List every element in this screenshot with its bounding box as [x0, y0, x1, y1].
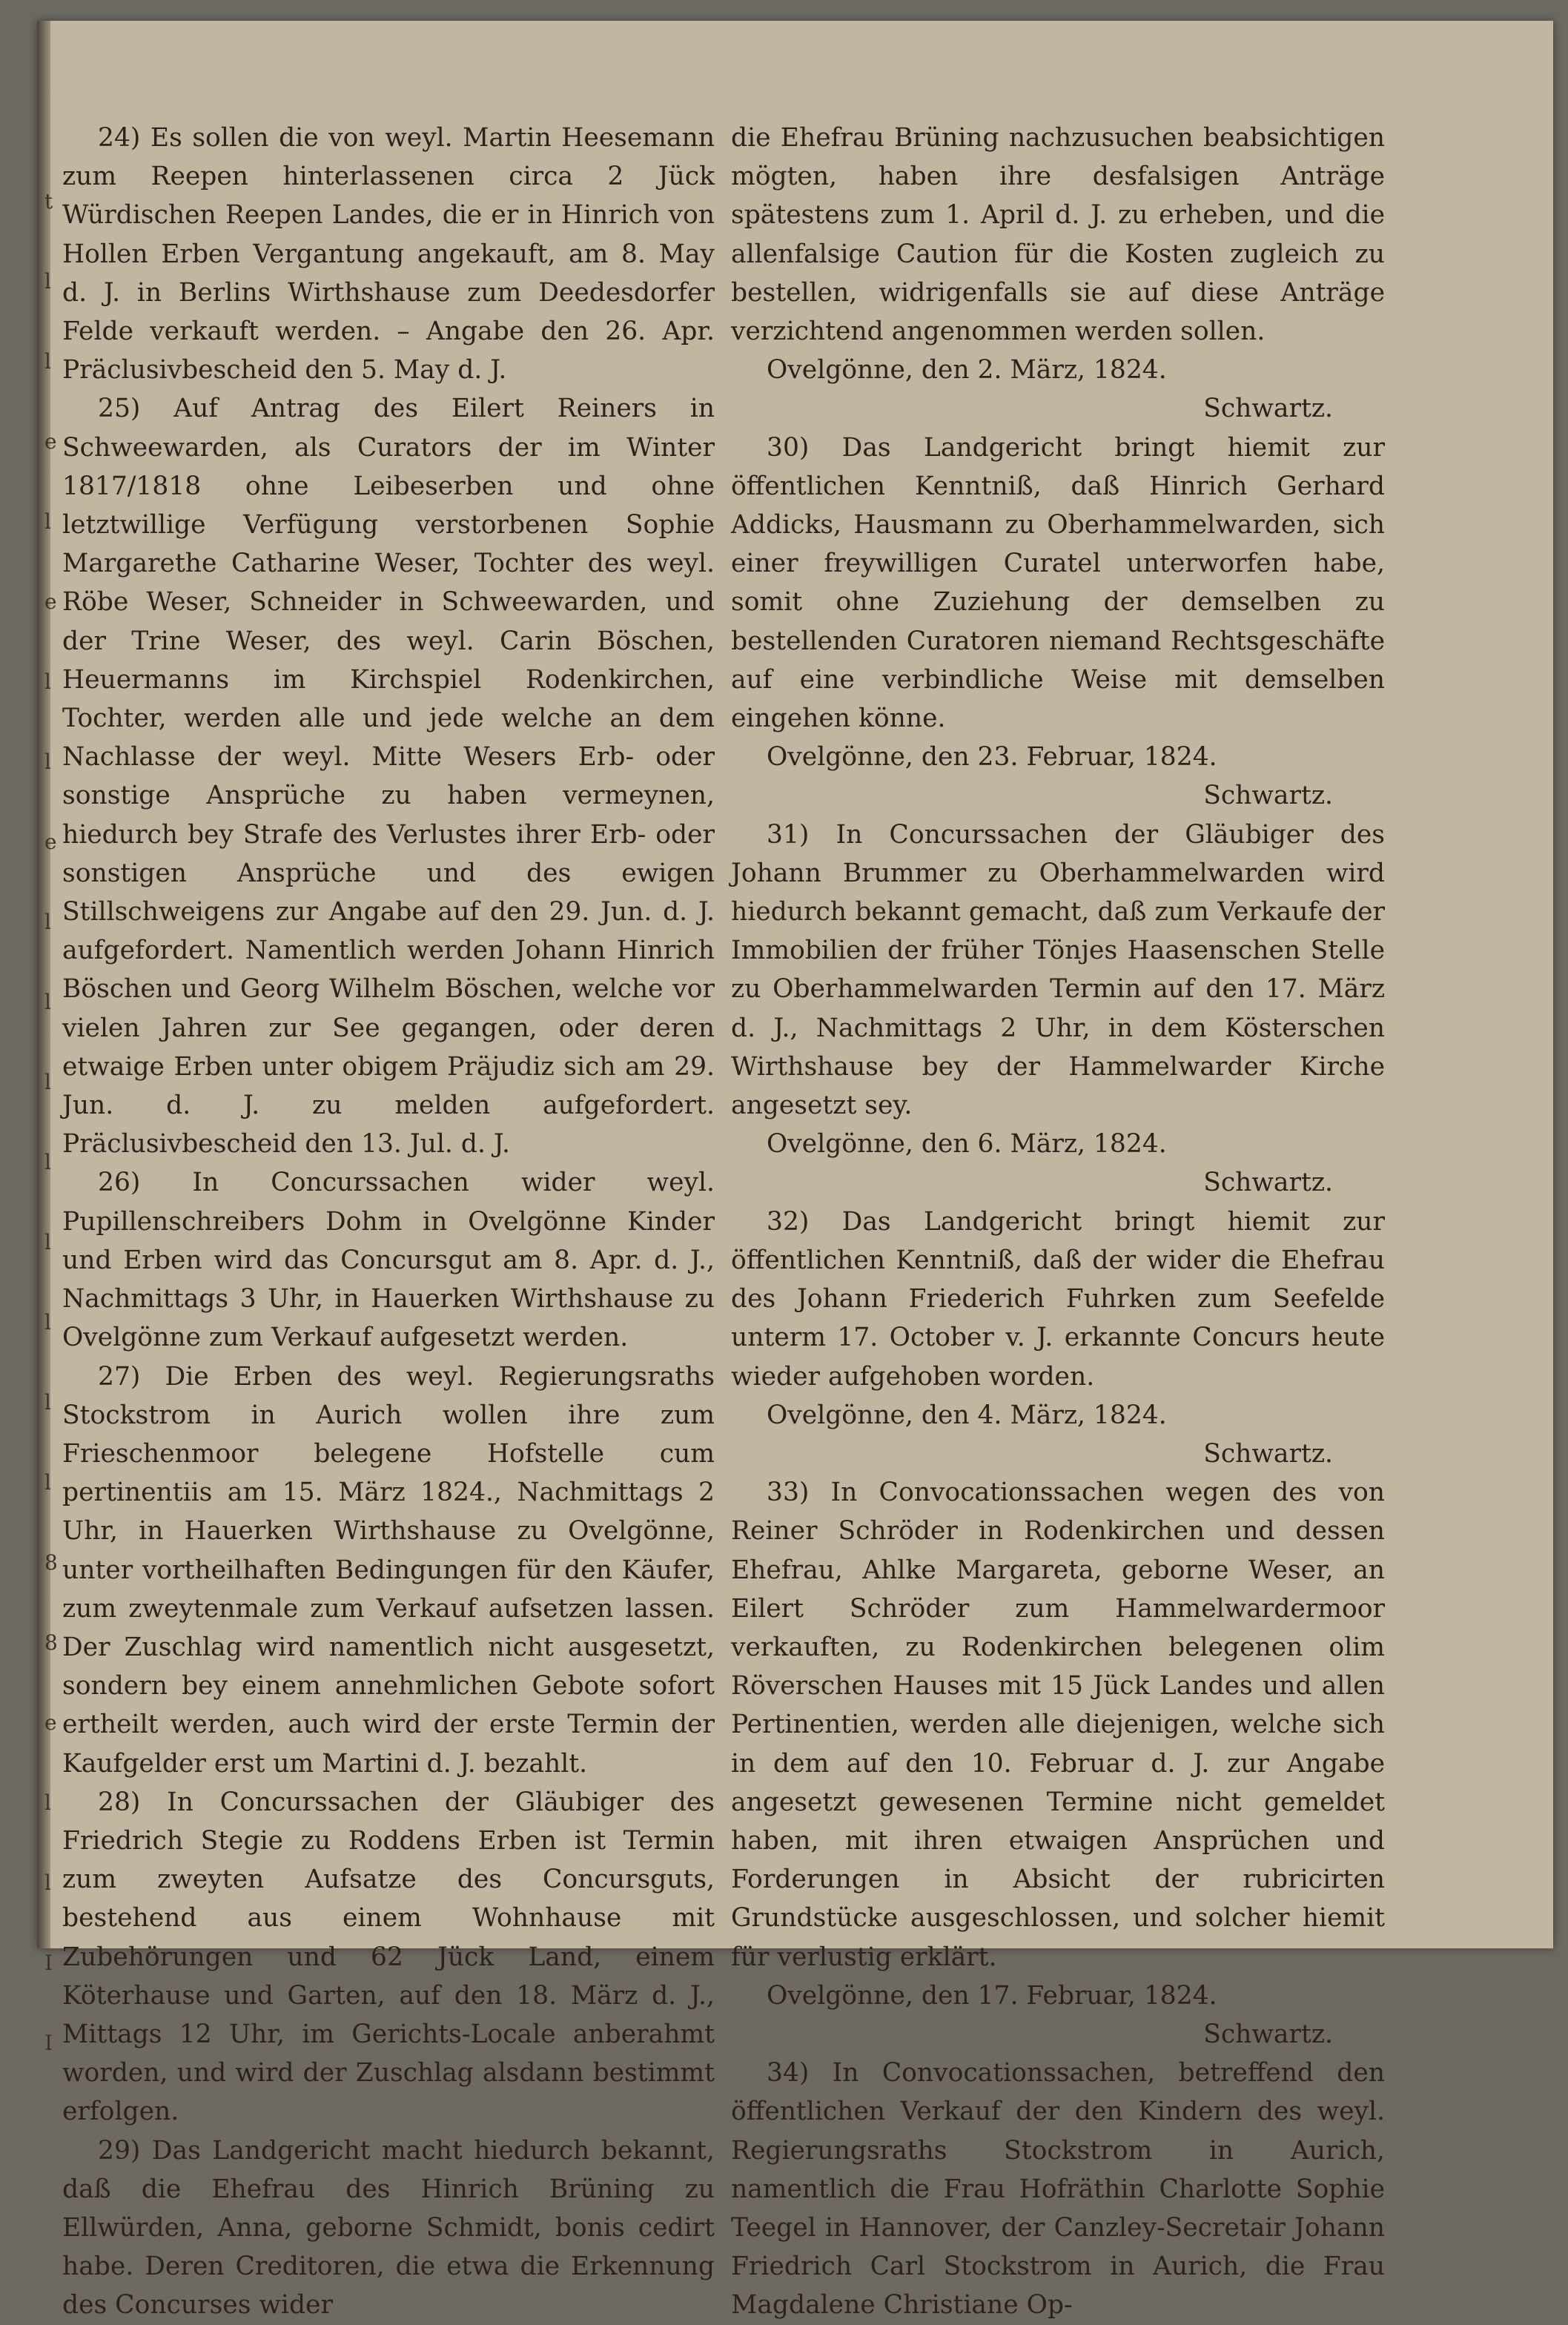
- document-page: [37, 21, 1553, 2321]
- right-dateline: Ovelgönne, den 17. Februar, 1824.: [767, 1980, 1217, 2011]
- right-paragraph: 31) In Concurssachen der Gläubiger des Johann Brummer zu Oberhammelwarden wird hiedurch bekannt gemacht, daß zum Verkaufe der Immobilien der früher Tönjes Haasenschen Stelle zu Oberhammelwarden Termin auf den 17. März d. J., Nachmittags 2 Uhr, in dem Kösterschen Wirthshause bey der Hammelwarder Kirche angesetzt sey.: [731, 819, 1385, 1121]
- right-dateline: Ovelgönne, den 6. März, 1824.: [767, 1129, 1167, 1160]
- edge-mark: e: [44, 589, 57, 614]
- right-paragraph: 30) Das Landgericht bringt hiemit zur öffentlichen Kenntniß, daß Hinrich Gerhard Addicks, Hausmann zu Oberhammelwarden, sich einer freywilligen Curatel unterworfen habe, somit ohne Zuziehung der demselben zu bestellenden Curatoren niemand Rechtsgeschäfte auf eine verbindliche Weise mit demselben eingehen könne.: [731, 432, 1385, 734]
- edge-mark: l: [44, 269, 51, 294]
- edge-mark: l: [44, 750, 51, 774]
- edge-mark: e: [44, 1710, 57, 1735]
- right-signature: Schwartz.: [1203, 781, 1333, 811]
- right-dateline: Ovelgönne, den 2. März, 1824.: [767, 355, 1167, 386]
- right-dateline: Ovelgönne, den 23. Februar, 1824.: [767, 742, 1217, 773]
- edge-mark: I: [44, 2031, 53, 2055]
- edge-mark: l: [44, 1310, 51, 1335]
- right-dateline: Ovelgönne, den 4. März, 1824.: [767, 1400, 1167, 1430]
- edge-mark: l: [44, 349, 51, 374]
- left-paragraph: 28) In Concurssachen der Gläubiger des Friedrich Stegie zu Roddens Erben ist Termin zum zweyten Aufsatze des Concursguts, bestehend aus einem Wohnhause mit Zubehörungen und 62 Jück Land, einem Köterhause und Garten, auf den 18. März d. J., Mittags 12 Uhr, im Gerichts-Locale anberahmt worden, und wird der Zuschlag alsdann bestimmt erfolgen.: [62, 1787, 715, 2127]
- edge-mark: 8: [44, 1630, 58, 1655]
- edge-mark: l: [44, 1230, 51, 1254]
- left-paragraph: 26) In Concurssachen wider weyl. Pupillenschreibers Dohm in Ovelgönne Kinder und Erben wird das Concursgut am 8. Apr. d. J., Nachmittags 3 Uhr, in Hauerken Wirthshause zu Ovelgönne zum Verkauf aufgesetzt werden.: [62, 1168, 715, 1353]
- edge-mark: 8: [44, 1550, 58, 1575]
- edge-mark: e: [44, 429, 57, 454]
- edge-mark: I: [44, 1951, 53, 1975]
- right-signature: Schwartz.: [1203, 394, 1333, 424]
- left-paragraph: 24) Es sollen die von weyl. Martin Heesemann zum Reepen hinterlassenen circa 2 Jück Würdischen Reepen Landes, die er in Hinrich von Hollen Erben Vergantung angekauft, am 8. May d. J. in Berlins Wirthshause zum Deedesdorfer Felde verkauft werden. – Angabe den 26. Apr. Präclusivbescheid den 5. May d. J.: [62, 123, 715, 386]
- right-signature: Schwartz.: [1203, 1168, 1333, 1198]
- facing-page-edge-text: [44, 162, 58, 2083]
- right-paragraph: 33) In Convocationssachen wegen des von Reiner Schröder in Rodenkirchen und dessen Ehefrau, Ahlke Margareta, geborne Weser, an Eilert Schröder zum Hammelwardermoor verkauften, zu Rodenkirchen belegenen olim Röverschen Hauses mit 15 Jück Landes und allen Pertinentien, werden alle diejenigen, welche sich in dem auf den 10. Februar d. J. zur Angabe angesetzt gewesenen Termine nicht gemeldet haben, mit ihren etwaigen Ansprüchen und Forderungen in Absicht der rubricirten Grundstücke ausgeschlossen, und solcher hiemit für verlustig erklärt.: [731, 1478, 1385, 1972]
- left-paragraph: 29) Das Landgericht macht hiedurch bekannt, daß die Ehefrau des Hinrich Brüning zu Ellwürden, Anna, geborne Schmidt, bonis cedirt habe. Deren Creditoren, die etwa die Erkennung des Concurses wider: [62, 2135, 715, 2321]
- left-column: [62, 119, 715, 2325]
- left-paragraph: 27) Die Erben des weyl. Regierungsraths Stockstrom in Aurich wollen ihre zum Frieschenmoor belegene Hofstelle cum pertinentiis am 15. März 1824., Nachmittags 2 Uhr, in Hauerken Wirthshause zu Ovelgönne, unter vortheilhaften Bedingungen für den Käufer, zum zweytenmale zum Verkauf aufsetzen lassen. Der Zuschlag wird namentlich nicht ausgesetzt, sondern bey einem annehmlichen Gebote sofort ertheilt werden, auch wird der erste Termin der Kaufgelder erst um Martini d. J. bezahlt.: [62, 1361, 715, 1779]
- edge-mark: l: [44, 1470, 51, 1495]
- edge-mark: l: [44, 1790, 51, 1815]
- edge-mark: l: [44, 1871, 51, 1895]
- right-paragraph: 32) Das Landgericht bringt hiemit zur öffentlichen Kenntniß, daß der wider die Ehefrau des Johann Friederich Fuhrken zum Seefelde unterm 17. October v. J. erkannte Concurs heute wieder aufgehoben worden.: [731, 1206, 1385, 1392]
- edge-mark: l: [44, 509, 51, 534]
- edge-mark: e: [44, 830, 57, 854]
- right-paragraph: 34) In Convocationssachen, betreffend den öffentlichen Verkauf der den Kindern des weyl. Regierungsraths Stockstrom in Aurich, namentlich die Frau Hofräthin Charlotte Sophie Teegel in Hannover, der Canzley-Secretair Johann Friedrich Carl Stockstrom in Aurich, die Frau Magdalene Christiane Op-: [731, 2058, 1385, 2321]
- edge-mark: l: [44, 910, 51, 934]
- edge-mark: t: [44, 189, 53, 214]
- edge-mark: l: [44, 1070, 51, 1094]
- edge-mark: l: [44, 1150, 51, 1174]
- left-paragraph: 25) Auf Antrag des Eilert Reiners in Schweewarden, als Curators der im Winter 1817/1818 ohne Leibeserben und ohne letztwillige Verfügung verstorbenen Sophie Margarethe Catharine Weser, Tochter des weyl. Röbe Weser, Schneider in Schweewarden, und der Trine Weser, des weyl. Carin Böschen, Heuermanns im Kirchspiel Rodenkirchen, Tochter, werden alle und jede welche an dem Nachlasse der weyl. Mitte Wesers Erb- oder sonstige Ansprüche zu haben vermeynen, hiedurch bey Strafe des Verlustes ihrer Erb- oder sonstigen Ansprüche und des ewigen Stillschweigens zur Angabe auf den 29. Jun. d. J. aufgefordert. Namentlich werden Johann Hinrich Böschen und Georg Wilhelm Böschen, welche vor vielen Jahren zur See gegangen, oder deren etwaige Erben unter obigem Präjudiz sich am 29. Jun. d. J. zu melden aufgefordert. Präclusivbescheid den 13. Jul. d. J.: [62, 394, 715, 1160]
- edge-mark: l: [44, 669, 51, 694]
- right-signature: Schwartz.: [1203, 2019, 1333, 2049]
- right-signature: Schwartz.: [1203, 1438, 1333, 1469]
- right-continued-paragraph: die Ehefrau Brüning nachzusuchen beabsichtigen mögten, haben ihre desfalsigen Anträge spätestens zum 1. April d. J. zu erheben, und die allenfalsige Caution für die Kosten zugleich zu bestellen, widrigenfalls sie auf diese Anträge verzichtend angenommen werden sollen.: [731, 123, 1385, 347]
- edge-mark: l: [44, 1390, 51, 1415]
- edge-mark: l: [44, 990, 51, 1014]
- right-column: [731, 119, 1385, 2325]
